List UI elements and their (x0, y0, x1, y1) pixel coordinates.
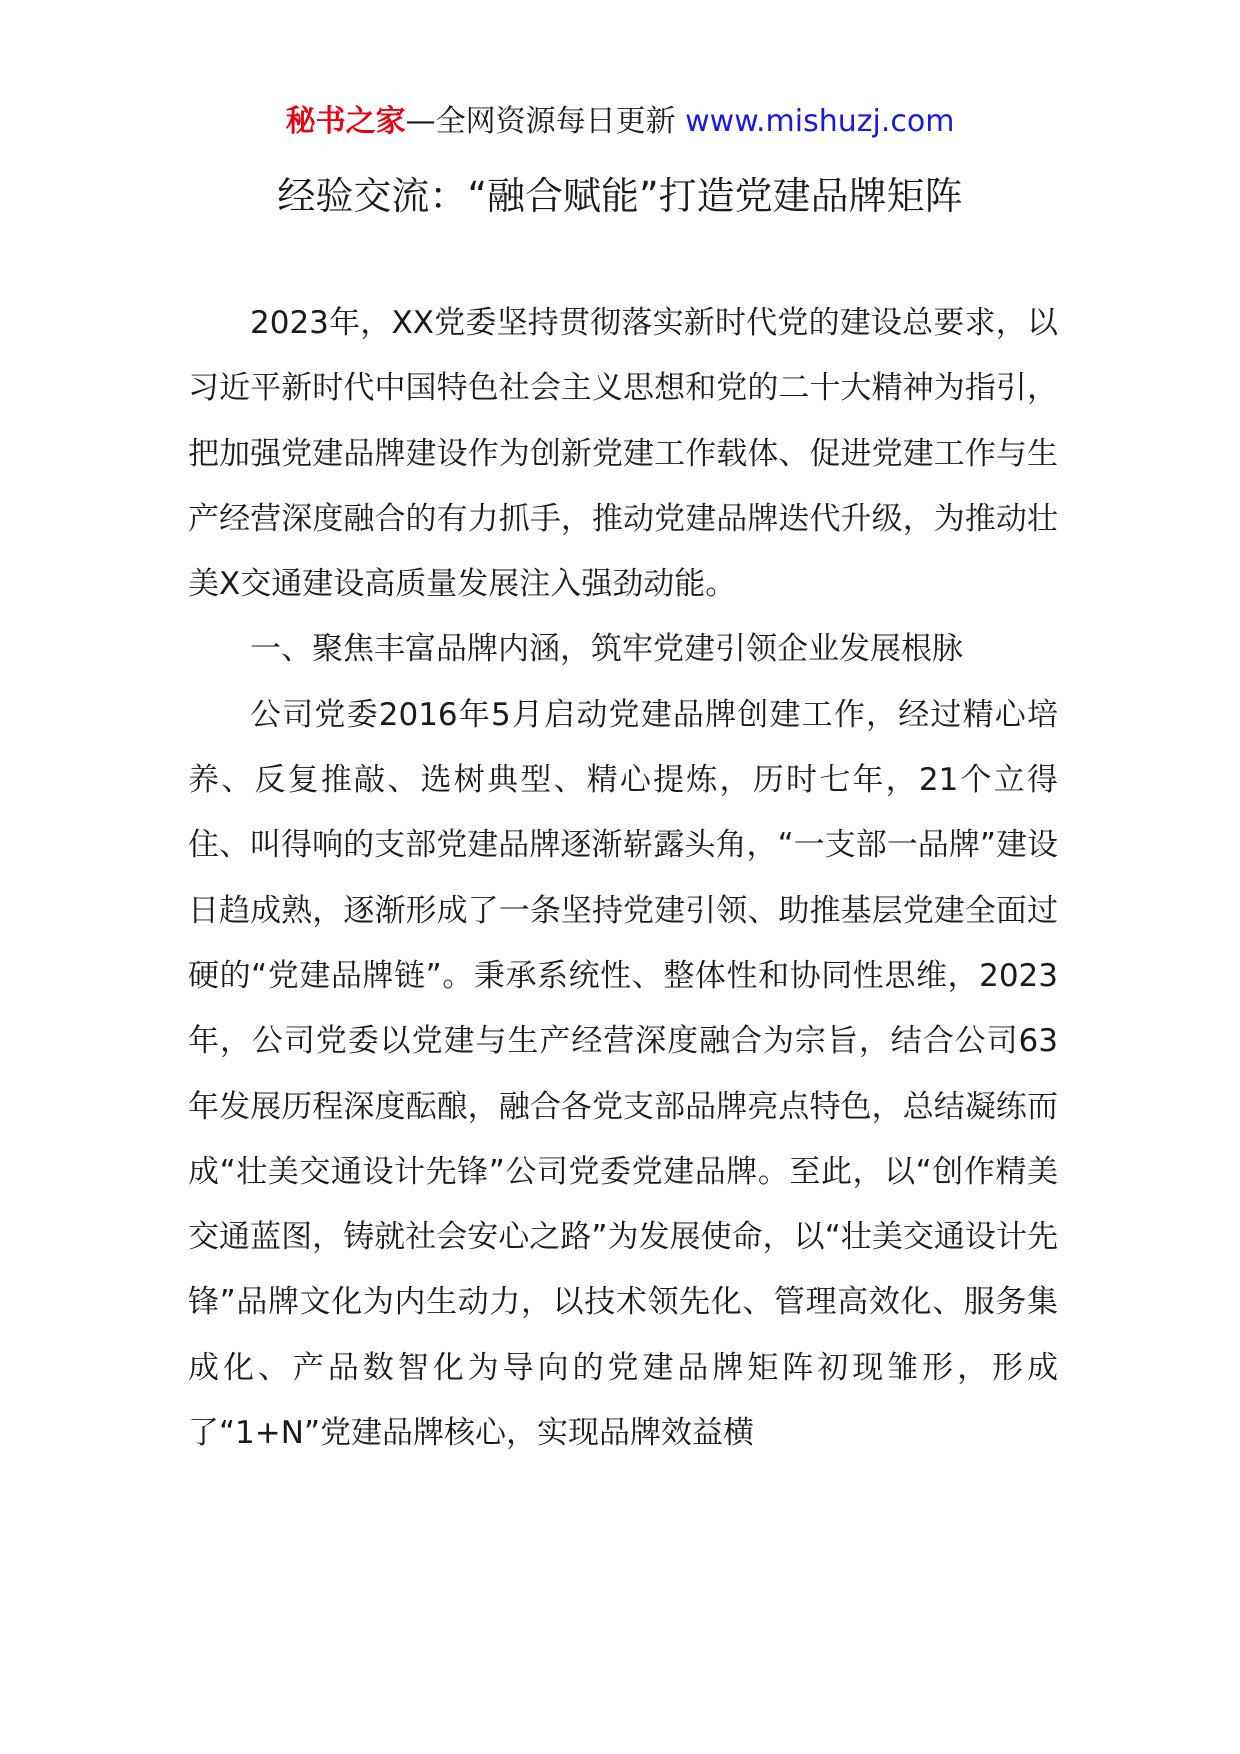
body-paragraph: 公司党委2016年5月启动党建品牌创建工作，经过精心培养、反复推敲、选树典型、精心提炼，历时七年，21个立得住、叫得响的支部党建品牌逐渐崭露头角，“一支部一品牌”建设日趋成熟，逐渐形成了一条坚持党建引领、助推基层党建全面过硬的“党建品牌链”。秉承系统性、整体性和协同性思维，2023年，公司党委以党建与生产经营深度融合为宗旨，结合公司63年发展历程深度酝酿，融合各党支部品牌亮点特色，总结凝练而成“壮美交通设计先锋”公司党委党建品牌。至此，以“创作精美交通蓝图，铸就社会安心之路”为发展使命，以“壮美交通设计先锋”品牌文化为内生动力，以技术领先化、管理高效化、服务集成化、产品数智化为导向的党建品牌矩阵初现雏形，形成了“1+N”党建品牌核心，实现品牌效益横 (188, 696, 1058, 1452)
article-body (188, 291, 1058, 1466)
section-heading-1: 一、聚焦丰富品牌内涵，筑牢党建引领企业发展根脉 (250, 631, 963, 668)
document-title: 经验交流：“融合赋能”打造党建品牌矩阵 (277, 174, 963, 218)
site-header-banner (0, 100, 1240, 144)
intro-paragraph: 2023年，XX党委坚持贯彻落实新时代党的建设总要求，以习近平新时代中国特色社会主义思想和党的二十大精神为指引，把加强党建品牌建设作为创新党建工作载体、促进党建工作与生产经营深度融合的有力抓手，推动党建品牌迭代升级，为推动壮美X交通建设高质量发展注入强劲动能。 (188, 305, 1058, 603)
site-tagline: —全网资源每日更新 (405, 104, 686, 139)
site-brand-name: 秘书之家 (285, 104, 406, 139)
site-url-link[interactable]: www.mishuzj.com (685, 104, 955, 139)
